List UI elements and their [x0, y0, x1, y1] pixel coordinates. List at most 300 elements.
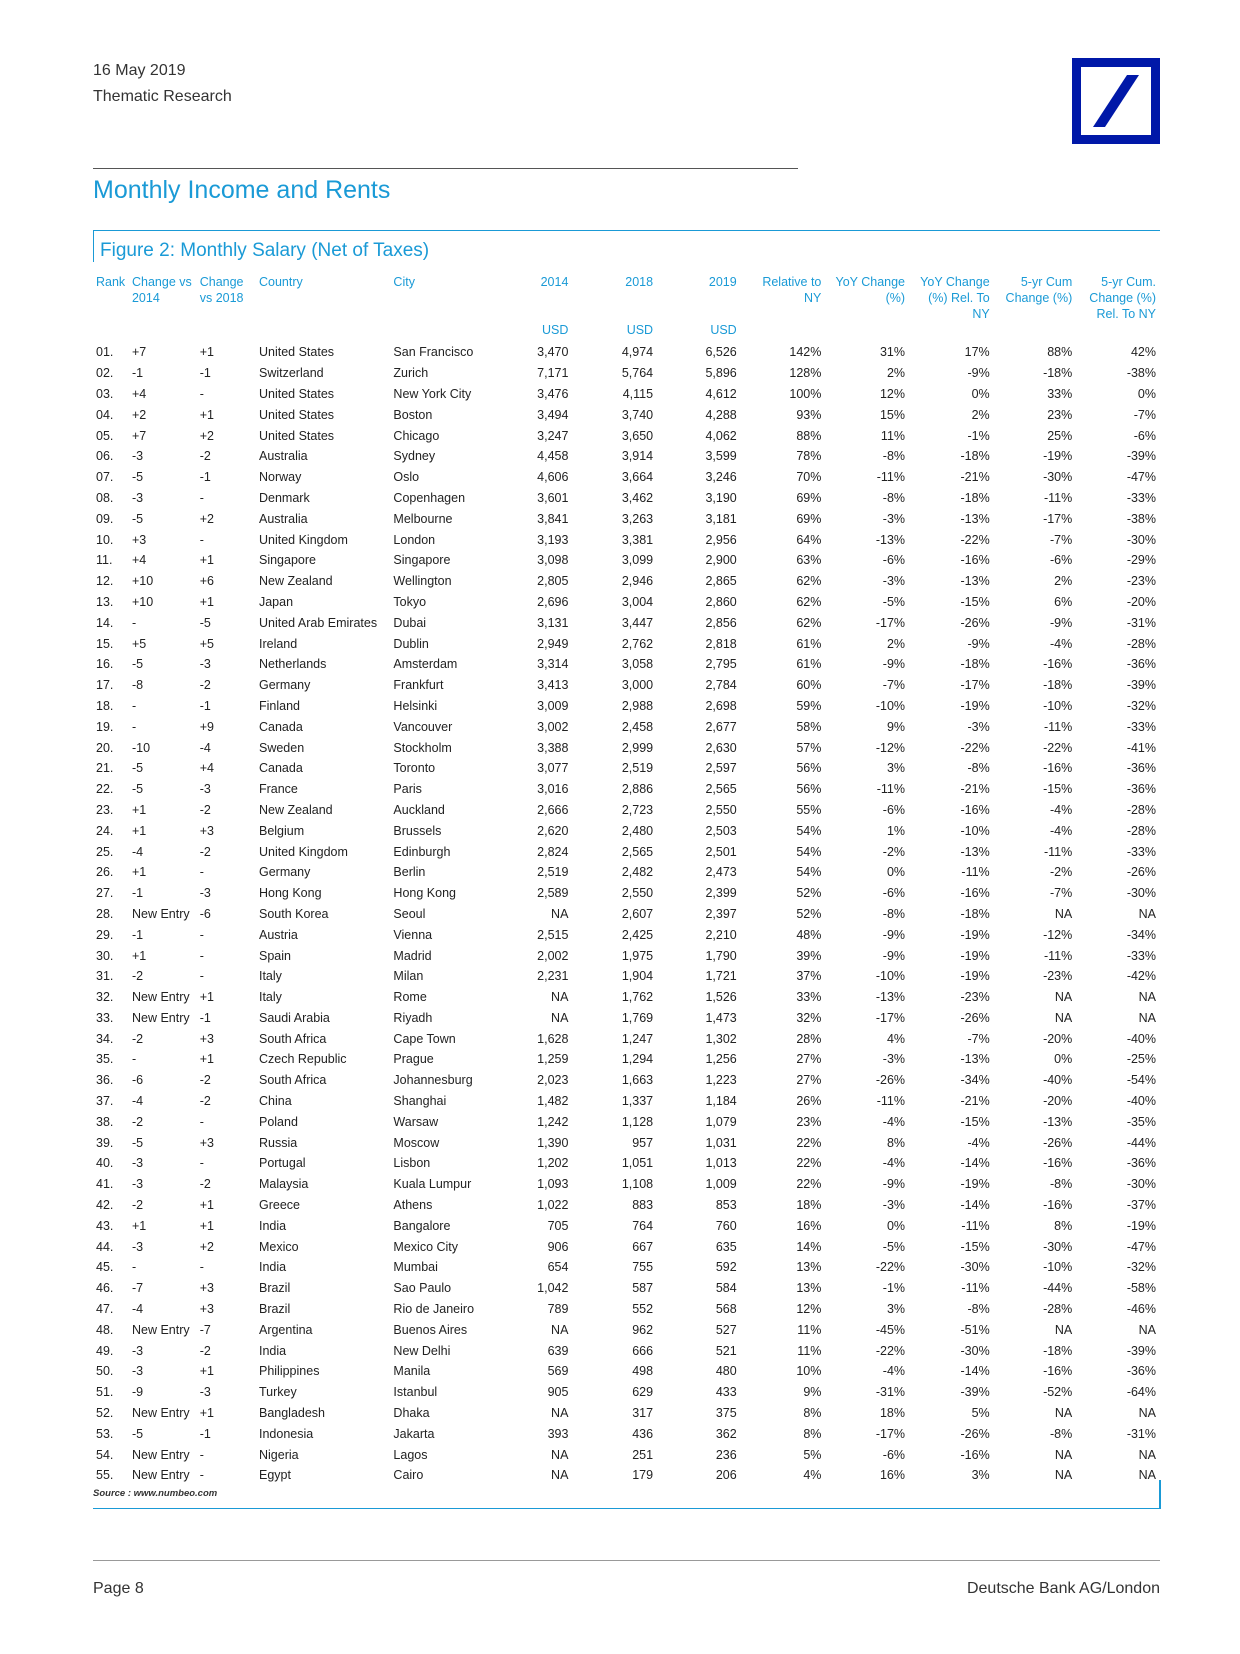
cell-change-2018: +1 — [199, 1218, 214, 1233]
cell-country: Hong Kong — [258, 886, 322, 901]
cell-5yr-cum-rel-ny: -38% — [1126, 511, 1156, 526]
table-row — [93, 737, 1159, 758]
cell-yoy-rel-ny: -21% — [960, 782, 990, 797]
cell-5yr-cum-change: -44% — [1043, 1281, 1073, 1296]
table-row — [93, 987, 1159, 1008]
cell-rank: 22. — [96, 782, 114, 797]
cell-change-2014: -6 — [131, 1073, 144, 1088]
cell-salary-2019: 4,062 — [705, 428, 737, 443]
cell-country: Greece — [258, 1198, 300, 1213]
cell-change-2018: - — [199, 1468, 204, 1483]
cell-salary-2014: 1,259 — [537, 1052, 569, 1067]
cell-salary-2014: 4,606 — [537, 470, 569, 485]
cell-yoy-change: -8% — [882, 449, 906, 464]
cell-yoy-rel-ny: -11% — [961, 1281, 990, 1296]
cell-salary-2019: 2,865 — [705, 574, 737, 589]
cell-country: South Africa — [258, 1031, 327, 1046]
cell-rank: 25. — [96, 844, 114, 859]
cell-city: Riyadh — [393, 1010, 433, 1025]
cell-change-2014: +1 — [131, 823, 147, 838]
cell-country: Singapore — [258, 553, 316, 568]
cell-change-2018: +4 — [199, 761, 214, 776]
cell-city: Athens — [393, 1198, 433, 1213]
cell-salary-2018: 883 — [632, 1198, 654, 1213]
cell-relative-ny: 61% — [796, 636, 822, 651]
cell-5yr-cum-change: -12% — [1043, 927, 1073, 942]
cell-country: Norway — [258, 470, 302, 485]
cell-country: Spain — [258, 948, 291, 963]
cell-change-2014: -3 — [131, 1156, 144, 1171]
cell-country: United States — [258, 428, 335, 443]
header-rule — [93, 168, 798, 169]
cell-country: Bangladesh — [258, 1406, 326, 1421]
cell-5yr-cum-rel-ny: -31% — [1126, 1426, 1156, 1441]
cell-change-2018: -4 — [199, 740, 211, 755]
cell-rank: 07. — [96, 470, 114, 485]
table-row — [93, 1361, 1159, 1382]
cell-country: United Arab Emirates — [258, 615, 378, 630]
cell-5yr-cum-rel-ny: -38% — [1126, 366, 1156, 381]
cell-change-2014: -5 — [131, 761, 144, 776]
cell-salary-2018: 957 — [632, 1135, 654, 1150]
cell-city: Auckland — [393, 802, 445, 817]
cell-5yr-cum-change: NA — [1054, 906, 1073, 921]
cell-change-2014: -2 — [131, 1198, 144, 1213]
cell-5yr-cum-change: NA — [1054, 1468, 1073, 1483]
cell-rank: 34. — [96, 1031, 114, 1046]
cell-rank: 49. — [96, 1343, 114, 1358]
cell-yoy-change: 4% — [886, 1031, 906, 1046]
cell-change-2018: -2 — [199, 449, 211, 464]
cell-country: Australia — [258, 511, 308, 526]
cell-city: Dhaka — [393, 1406, 430, 1421]
report-type: Thematic Research — [93, 88, 232, 105]
cell-salary-2018: 2,886 — [621, 782, 654, 797]
cell-salary-2018: 5,764 — [621, 366, 654, 381]
cell-country: South Africa — [258, 1073, 327, 1088]
cell-5yr-cum-change: 88% — [1047, 345, 1073, 360]
cell-country: Finland — [258, 698, 300, 713]
table-row — [93, 1153, 1159, 1174]
table-row — [93, 966, 1159, 987]
cell-yoy-rel-ny: -15% — [960, 594, 990, 609]
cell-yoy-change: -11% — [876, 1094, 906, 1109]
cell-rank: 41. — [96, 1177, 114, 1192]
cell-yoy-change: -5% — [882, 1239, 906, 1254]
cell-salary-2019: 1,790 — [705, 948, 737, 963]
cell-yoy-rel-ny: -22% — [960, 532, 990, 547]
cell-yoy-change: -17% — [875, 615, 906, 630]
cell-country: Brazil — [258, 1302, 291, 1317]
cell-relative-ny: 11% — [797, 1343, 822, 1358]
cell-5yr-cum-change: 6% — [1054, 594, 1073, 609]
cell-5yr-cum-rel-ny: -30% — [1126, 532, 1156, 547]
cell-yoy-change: 15% — [879, 407, 906, 422]
cell-change-2014: - — [131, 719, 137, 734]
cell-change-2018: -6 — [199, 906, 211, 921]
header-2019: 2019 — [708, 275, 737, 289]
cell-yoy-rel-ny: -22% — [960, 740, 990, 755]
cell-change-2018: - — [199, 948, 204, 963]
cell-salary-2018: 4,115 — [622, 386, 654, 401]
cell-salary-2019: 1,031 — [705, 1135, 737, 1150]
table-row — [93, 1195, 1159, 1216]
cell-yoy-change: -11% — [876, 782, 906, 797]
cell-relative-ny: 5% — [803, 1447, 822, 1462]
cell-yoy-rel-ny: -14% — [960, 1364, 990, 1379]
cell-city: Paris — [393, 782, 422, 797]
cell-salary-2018: 962 — [632, 1322, 654, 1337]
cell-salary-2018: 3,462 — [621, 490, 654, 505]
cell-rank: 30. — [96, 948, 114, 963]
cell-change-2014: -5 — [131, 657, 144, 672]
cell-yoy-change: 2% — [886, 366, 906, 381]
cell-city: Shanghai — [393, 1094, 447, 1109]
cell-country: United States — [258, 345, 335, 360]
cell-city: Vienna — [393, 927, 433, 942]
cell-salary-2018: 1,904 — [621, 969, 654, 984]
header-yoy: YoY Change (%) — [835, 275, 906, 305]
cell-5yr-cum-change: NA — [1054, 990, 1073, 1005]
cell-5yr-cum-change: -30% — [1043, 470, 1073, 485]
cell-country: Switzerland — [258, 366, 324, 381]
cell-5yr-cum-rel-ny: NA — [1138, 1468, 1156, 1483]
cell-change-2014: -5 — [131, 511, 144, 526]
cell-relative-ny: 69% — [796, 511, 822, 526]
cell-5yr-cum-rel-ny: -19% — [1126, 1218, 1156, 1233]
cell-country: Denmark — [258, 490, 310, 505]
table-row — [93, 1299, 1159, 1320]
cell-salary-2014: 2,519 — [537, 865, 569, 880]
cell-salary-2019: 362 — [715, 1426, 737, 1441]
cell-change-2018: - — [199, 532, 204, 547]
cell-salary-2014: 3,009 — [537, 698, 569, 713]
cell-rank: 29. — [96, 927, 114, 942]
cell-relative-ny: 9% — [803, 1385, 822, 1400]
cell-change-2018: -2 — [199, 1094, 211, 1109]
cell-salary-2019: 2,565 — [705, 782, 737, 797]
cell-5yr-cum-change: -6% — [1050, 553, 1073, 568]
cell-yoy-change: -17% — [875, 1426, 906, 1441]
cell-city: Rome — [393, 990, 427, 1005]
cell-salary-2014: 3,131 — [537, 615, 569, 630]
cell-country: Egypt — [258, 1468, 291, 1483]
cell-salary-2018: 3,914 — [621, 449, 654, 464]
cell-yoy-change: -13% — [875, 532, 906, 547]
cell-rank: 01. — [96, 345, 114, 360]
cell-relative-ny: 52% — [796, 886, 822, 901]
cell-5yr-cum-rel-ny: -30% — [1126, 1177, 1156, 1192]
unit-2019: USD — [710, 323, 737, 337]
company-name: Deutsche Bank AG/London — [966, 1580, 1160, 1597]
cell-relative-ny: 14% — [796, 1239, 822, 1254]
cell-country: Mexico — [258, 1239, 299, 1254]
cell-rank: 09. — [96, 511, 114, 526]
cell-change-2018: -1 — [199, 470, 211, 485]
cell-yoy-rel-ny: 17% — [964, 345, 990, 360]
cell-salary-2018: 552 — [632, 1302, 654, 1317]
cell-change-2014: -4 — [131, 1094, 144, 1109]
cell-change-2018: -1 — [199, 1010, 211, 1025]
cell-rank: 12. — [96, 574, 114, 589]
cell-yoy-rel-ny: -13% — [960, 574, 990, 589]
cell-yoy-rel-ny: -18% — [960, 657, 990, 672]
cell-5yr-cum-change: -52% — [1043, 1385, 1073, 1400]
cell-5yr-cum-rel-ny: -7% — [1133, 407, 1156, 422]
cell-salary-2019: 2,795 — [705, 657, 737, 672]
cell-country: Austria — [258, 927, 298, 942]
cell-5yr-cum-change: -9% — [1050, 615, 1073, 630]
cell-yoy-rel-ny: -14% — [960, 1156, 990, 1171]
salary-table — [93, 274, 1159, 1486]
cell-country: Argentina — [258, 1322, 313, 1337]
cell-salary-2018: 2,999 — [621, 740, 654, 755]
cell-change-2014: -7 — [131, 1281, 144, 1296]
cell-5yr-cum-change: NA — [1054, 1447, 1073, 1462]
cell-rank: 39. — [96, 1135, 114, 1150]
cell-change-2014: -3 — [131, 1364, 144, 1379]
cell-salary-2014: 393 — [547, 1426, 569, 1441]
cell-country: United States — [258, 407, 335, 422]
unit-2014: USD — [542, 323, 569, 337]
cell-relative-ny: 56% — [796, 761, 822, 776]
cell-rank: 45. — [96, 1260, 114, 1275]
cell-yoy-rel-ny: -10% — [960, 823, 990, 838]
cell-change-2014: +2 — [131, 407, 147, 422]
cell-salary-2019: 2,856 — [705, 615, 737, 630]
cell-salary-2014: 2,231 — [537, 969, 569, 984]
cell-city: Seoul — [393, 906, 426, 921]
cell-5yr-cum-rel-ny: NA — [1138, 1406, 1156, 1421]
cell-yoy-rel-ny: -18% — [960, 490, 990, 505]
cell-change-2018: - — [199, 1156, 204, 1171]
cell-salary-2014: 2,824 — [537, 844, 569, 859]
cell-relative-ny: 59% — [796, 698, 822, 713]
cell-change-2014: +1 — [131, 802, 147, 817]
cell-relative-ny: 100% — [789, 386, 822, 401]
cell-salary-2018: 3,650 — [621, 428, 654, 443]
cell-city: Moscow — [393, 1135, 440, 1150]
cell-city: Buenos Aires — [393, 1322, 468, 1337]
cell-rank: 17. — [96, 678, 114, 693]
cell-rank: 28. — [96, 906, 114, 921]
cell-5yr-cum-change: -26% — [1043, 1135, 1073, 1150]
cell-yoy-rel-ny: 2% — [971, 407, 990, 422]
cell-yoy-rel-ny: -19% — [960, 969, 990, 984]
cell-change-2018: - — [199, 865, 204, 880]
cell-salary-2019: 584 — [715, 1281, 737, 1296]
cell-change-2018: -2 — [199, 802, 211, 817]
cell-city: Hong Kong — [393, 886, 456, 901]
cell-yoy-change: -4% — [882, 1114, 906, 1129]
cell-yoy-change: -31% — [875, 1385, 906, 1400]
cell-yoy-change: 3% — [886, 761, 906, 776]
cell-5yr-cum-change: -16% — [1043, 657, 1073, 672]
cell-rank: 53. — [96, 1426, 114, 1441]
cell-yoy-rel-ny: -21% — [960, 470, 990, 485]
cell-yoy-change: -22% — [875, 1343, 906, 1358]
cell-change-2018: -2 — [199, 678, 211, 693]
cell-rank: 02. — [96, 366, 114, 381]
cell-change-2014: -2 — [131, 1114, 144, 1129]
cell-yoy-change: -9% — [882, 927, 906, 942]
cell-salary-2019: 1,223 — [705, 1073, 737, 1088]
cell-city: Tokyo — [393, 594, 427, 609]
header-change-2014: Change vs 2014 — [131, 275, 192, 305]
cell-salary-2019: 2,784 — [705, 678, 737, 693]
cell-change-2014: +1 — [131, 948, 147, 963]
cell-yoy-change: -4% — [882, 1156, 906, 1171]
cell-salary-2018: 3,058 — [621, 657, 654, 672]
cell-5yr-cum-rel-ny: -34% — [1126, 927, 1156, 942]
cell-salary-2019: 3,190 — [705, 490, 737, 505]
table-row — [93, 1403, 1159, 1424]
cell-yoy-rel-ny: -21% — [960, 1094, 990, 1109]
cell-salary-2019: 2,503 — [705, 823, 737, 838]
cell-salary-2018: 2,607 — [621, 906, 654, 921]
cell-salary-2019: 236 — [715, 1447, 737, 1462]
cell-relative-ny: 33% — [796, 990, 822, 1005]
cell-relative-ny: 39% — [796, 948, 822, 963]
cell-rank: 19. — [96, 719, 114, 734]
cell-city: Warsaw — [393, 1114, 439, 1129]
cell-salary-2019: 2,630 — [705, 740, 737, 755]
header-relative-ny: Relative to NY — [762, 275, 822, 305]
cell-yoy-rel-ny: 5% — [971, 1406, 990, 1421]
cell-5yr-cum-rel-ny: -41% — [1126, 740, 1156, 755]
cell-rank: 31. — [96, 969, 114, 984]
cell-rank: 35. — [96, 1052, 114, 1067]
cell-salary-2014: NA — [551, 906, 569, 921]
cell-city: Helsinki — [393, 698, 438, 713]
cell-yoy-change: 1% — [886, 823, 906, 838]
cell-change-2018: -2 — [199, 1073, 211, 1088]
table-row — [93, 1008, 1159, 1029]
cell-relative-ny: 52% — [796, 906, 822, 921]
cell-city: Edinburgh — [393, 844, 451, 859]
cell-salary-2018: 3,000 — [621, 678, 654, 693]
cell-5yr-cum-rel-ny: -37% — [1126, 1198, 1156, 1213]
cell-city: Toronto — [393, 761, 436, 776]
cell-5yr-cum-change: -11% — [1043, 948, 1073, 963]
cell-country: Brazil — [258, 1281, 291, 1296]
cell-country: India — [258, 1260, 287, 1275]
cell-5yr-cum-change: -8% — [1050, 1177, 1073, 1192]
table-row — [93, 592, 1159, 613]
cell-city: Cairo — [393, 1468, 424, 1483]
cell-country: Italy — [258, 969, 282, 984]
cell-city: Frankfurt — [393, 678, 444, 693]
cell-country: France — [258, 782, 298, 797]
cell-rank: 10. — [96, 532, 114, 547]
table-row — [93, 571, 1159, 592]
cell-country: Saudi Arabia — [258, 1010, 330, 1025]
cell-yoy-rel-ny: -23% — [960, 990, 990, 1005]
cell-salary-2014: 3,193 — [537, 532, 569, 547]
cell-change-2018: -2 — [199, 1343, 211, 1358]
cell-salary-2018: 179 — [632, 1468, 654, 1483]
cell-salary-2014: 1,628 — [537, 1031, 569, 1046]
cell-change-2018: - — [199, 969, 204, 984]
cell-salary-2019: 433 — [715, 1385, 737, 1400]
cell-5yr-cum-rel-ny: -28% — [1126, 636, 1156, 651]
cell-salary-2018: 1,663 — [621, 1073, 654, 1088]
cell-yoy-change: -6% — [882, 802, 906, 817]
cell-relative-ny: 60% — [796, 678, 822, 693]
cell-yoy-rel-ny: -18% — [960, 906, 990, 921]
cell-change-2018: -3 — [199, 1385, 211, 1400]
cell-yoy-rel-ny: -16% — [960, 802, 990, 817]
cell-5yr-cum-change: -18% — [1043, 678, 1073, 693]
cell-salary-2019: 635 — [715, 1239, 737, 1254]
cell-change-2014: -5 — [131, 782, 144, 797]
cell-salary-2018: 666 — [632, 1343, 654, 1358]
cell-5yr-cum-rel-ny: -39% — [1126, 678, 1156, 693]
cell-yoy-change: -9% — [882, 657, 906, 672]
cell-salary-2019: 527 — [715, 1322, 737, 1337]
cell-city: Boston — [393, 407, 433, 422]
cell-5yr-cum-change: 23% — [1047, 407, 1073, 422]
cell-5yr-cum-rel-ny: -36% — [1126, 782, 1156, 797]
cell-yoy-rel-ny: -14% — [960, 1198, 990, 1213]
cell-salary-2018: 3,447 — [621, 615, 654, 630]
cell-change-2014: -8 — [131, 678, 144, 693]
cell-salary-2019: 3,246 — [705, 470, 737, 485]
cell-change-2018: -7 — [199, 1322, 211, 1337]
cell-relative-ny: 61% — [796, 657, 822, 672]
cell-rank: 14. — [96, 615, 114, 630]
cell-country: Ireland — [258, 636, 298, 651]
cell-change-2014: +10 — [131, 594, 154, 609]
cell-relative-ny: 62% — [796, 594, 822, 609]
cell-yoy-rel-ny: -9% — [967, 636, 990, 651]
table-body — [93, 342, 1159, 1486]
cell-yoy-rel-ny: -16% — [960, 886, 990, 901]
cell-salary-2018: 3,004 — [621, 594, 654, 609]
cell-salary-2018: 3,381 — [621, 532, 654, 547]
cell-rank: 11. — [96, 553, 113, 568]
cell-yoy-change: -2% — [882, 844, 906, 859]
cell-salary-2019: 521 — [715, 1343, 737, 1358]
cell-salary-2019: 2,677 — [705, 719, 737, 734]
cell-5yr-cum-change: -40% — [1043, 1073, 1073, 1088]
cell-change-2014: -5 — [131, 1426, 144, 1441]
cell-salary-2014: 705 — [547, 1218, 569, 1233]
table-row — [93, 1174, 1159, 1195]
cell-salary-2014: 3,413 — [537, 678, 569, 693]
table-row — [93, 1340, 1159, 1361]
cell-yoy-change: -10% — [875, 698, 906, 713]
cell-yoy-rel-ny: -30% — [960, 1260, 990, 1275]
cell-relative-ny: 142% — [789, 345, 822, 360]
cell-city: Brussels — [393, 823, 442, 838]
cell-5yr-cum-change: -11% — [1043, 844, 1073, 859]
cell-salary-2014: 2,023 — [537, 1073, 569, 1088]
cell-5yr-cum-change: -30% — [1043, 1239, 1073, 1254]
table-row — [93, 924, 1159, 945]
cell-city: Wellington — [393, 574, 452, 589]
cell-city: New Delhi — [393, 1343, 451, 1358]
cell-yoy-rel-ny: -9% — [967, 366, 990, 381]
cell-yoy-change: -6% — [882, 1447, 906, 1462]
cell-yoy-rel-ny: -1% — [967, 428, 990, 443]
cell-salary-2014: 7,171 — [537, 366, 569, 381]
cell-salary-2019: 5,896 — [705, 366, 737, 381]
table-row — [93, 1236, 1159, 1257]
cell-salary-2018: 587 — [632, 1281, 654, 1296]
cell-yoy-rel-ny: -26% — [960, 1010, 990, 1025]
cell-rank: 55. — [96, 1468, 114, 1483]
